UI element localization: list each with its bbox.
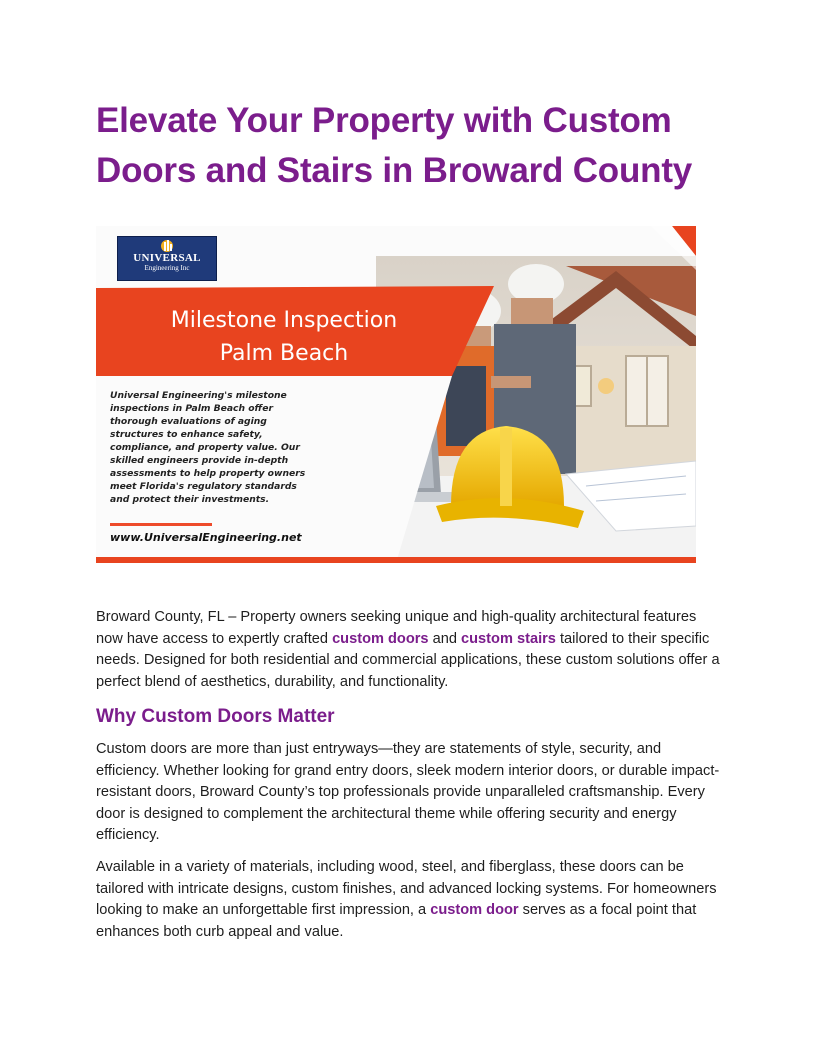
- paragraph-2-text-start: Available in a variety of materials, including wood, steel, and fiberglass, these doors can be tailored with intricate designs, custom finishes, and advanced locking systems. For homeowners looking to make an unforgettable first impression, a: [96, 859, 717, 918]
- custom-doors-link[interactable]: custom doors: [332, 630, 429, 647]
- company-logo: [117, 236, 217, 281]
- title-line-2: Doors and Stairs in Broward County: [96, 151, 693, 190]
- intro-text-start: Broward County, FL – Property owners seeking unique and high-quality architectural features now have access to expertly crafted: [96, 609, 697, 647]
- banner-headline-line-1: Milestone Inspection: [170, 308, 398, 333]
- banner-description: Universal Engineering's milestone inspections in Palm Beach offer thorough evaluations of aging structures to enhance safety, compliance, and property value. Our skilled engineers provide in-depth assessments to help property owners meet Florida's regulatory standards and protect their investments.: [110, 390, 306, 505]
- banner-bottom-bar: [96, 557, 696, 563]
- intro-text-mid: and: [428, 630, 462, 647]
- banner-headline-line-2: Palm Beach: [219, 341, 349, 366]
- milestone-inspection-banner: [96, 226, 696, 563]
- page-title: [96, 96, 736, 196]
- logo-subtitle: Engineering Inc: [144, 264, 190, 272]
- banner-divider: [110, 523, 212, 526]
- banner-headline: [134, 304, 434, 370]
- logo-name: UNIVERSAL: [133, 252, 201, 264]
- intro-text-end: tailored to their specific needs. Designed for both residential and commercial applications, these custom solutions offer a perfect blend of aesthetics, durability, and functionality.: [96, 630, 720, 690]
- building-logo-icon: [157, 239, 177, 253]
- banner-website: www.UniversalEngineering.net: [110, 531, 302, 544]
- section-paragraph-1: Custom doors are more than just entryways—they are statements of style, security, and efficiency. Whether looking for grand entry doors, sleek modern interior doors, or durable impact-resistant doors, Broward County’s top professionals provide unparalleled craftsmanship. Every door is designed to complement the architectural theme while offering security and energy efficiency.: [96, 741, 720, 843]
- intro-paragraph: [96, 607, 724, 693]
- paragraph-2-text-end: serves as a focal point that enhances both curb appeal and value.: [96, 902, 697, 940]
- custom-door-link[interactable]: custom door: [430, 902, 519, 918]
- title-line-1: Elevate Your Property with Custom: [96, 101, 672, 140]
- custom-stairs-link[interactable]: custom stairs: [461, 630, 556, 647]
- section-heading: Why Custom Doors Matter: [96, 706, 335, 727]
- section-paragraph-2: [96, 857, 724, 943]
